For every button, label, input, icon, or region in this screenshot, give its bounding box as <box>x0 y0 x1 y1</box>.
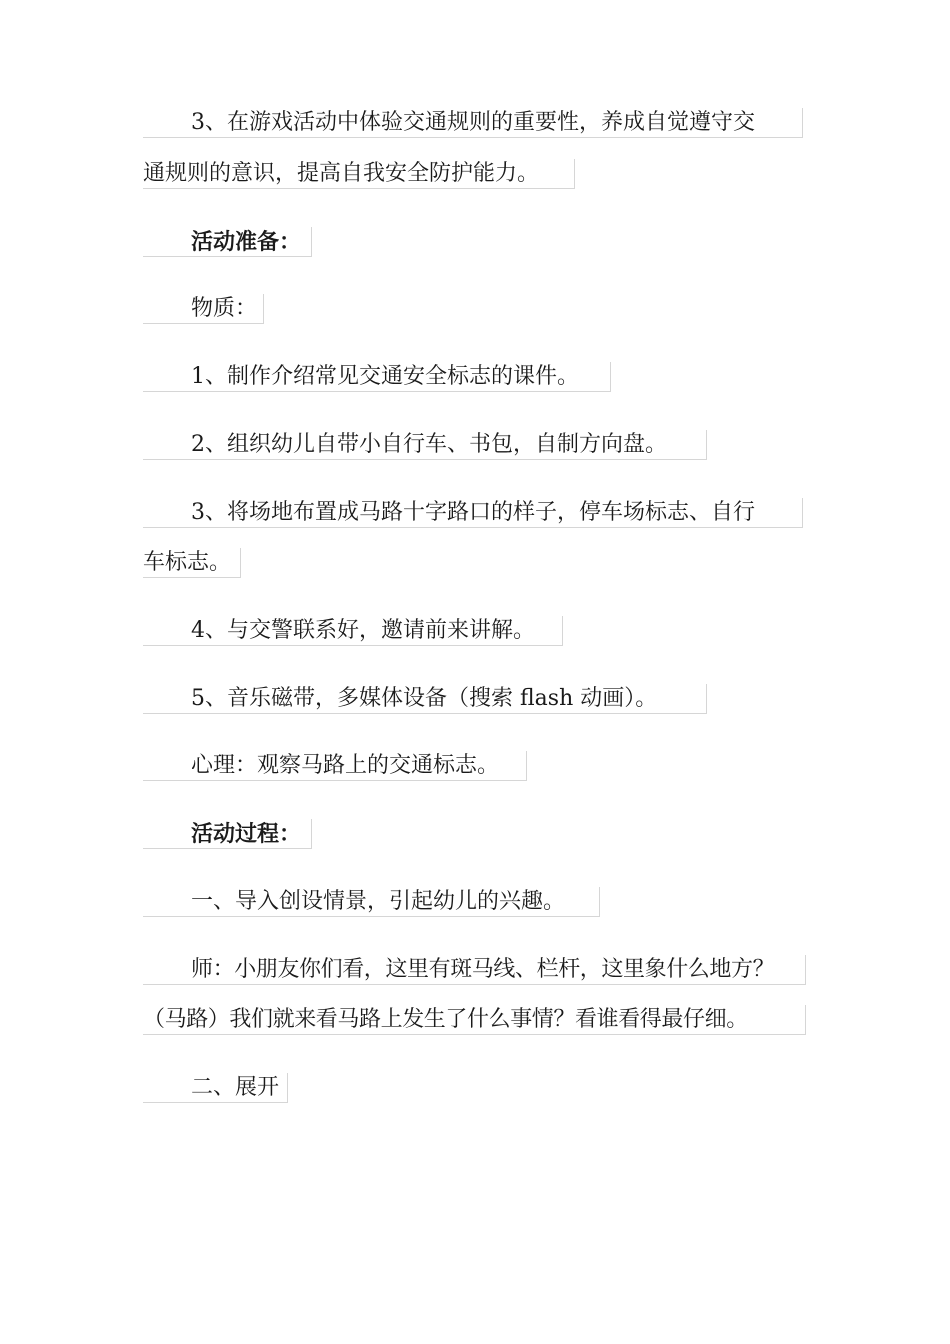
psychological-prep: 心理：观察马路上的交通标志。 <box>143 751 527 781</box>
process-step-2: 二、展开 <box>143 1073 288 1103</box>
material-label: 物质： <box>143 294 264 324</box>
material-item-1: 1、制作介绍常见交通安全标志的课件。 <box>143 362 611 392</box>
material-item-5: 5、音乐磁带，多媒体设备（搜索 flash 动画）。 <box>143 684 707 714</box>
material-item-2: 2、组织幼儿自带小自行车、书包，自制方向盘。 <box>143 430 707 460</box>
teacher-dialogue-line-1: 师：小朋友你们看，这里有斑马线、栏杆，这里象什么地方？ <box>143 955 806 985</box>
teacher-dialogue-line-2: （马路）我们就来看马路上发生了什么事情？看谁看得最仔细。 <box>143 1005 806 1035</box>
section-heading-preparation: 活动准备： <box>143 227 312 257</box>
goal-3-line-2: 通规则的意识，提高自我安全防护能力。 <box>143 159 575 189</box>
material-item-3-line-2: 车标志。 <box>143 548 241 578</box>
section-heading-process: 活动过程： <box>143 819 312 849</box>
material-item-4: 4、与交警联系好，邀请前来讲解。 <box>143 616 563 646</box>
goal-3-line-1: 3、在游戏活动中体验交通规则的重要性，养成自觉遵守交 <box>143 108 803 138</box>
material-item-3-line-1: 3、将场地布置成马路十字路口的样子，停车场标志、自行 <box>143 498 803 528</box>
process-step-1: 一、导入创设情景，引起幼儿的兴趣。 <box>143 887 600 917</box>
